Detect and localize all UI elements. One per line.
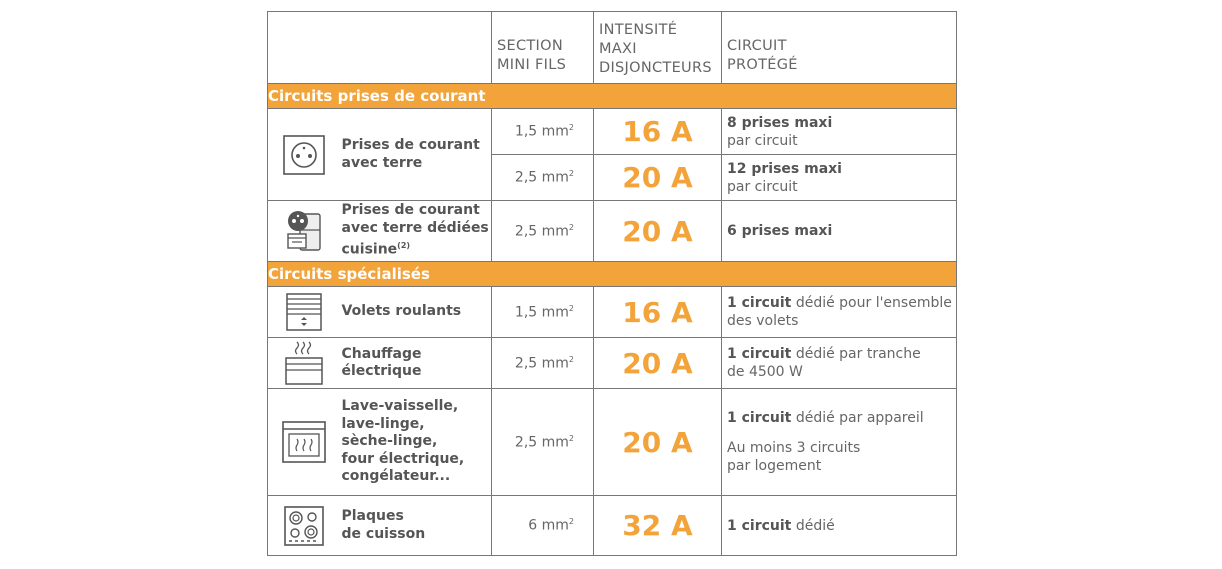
label-line: Chauffage [341,345,422,362]
header-circuit-line2: PROTÉGÉ [727,57,798,73]
header-section-line2: MINI FILS [497,57,567,73]
prot-bold: 8 prises maxi [727,114,833,131]
header-intensite-line1: INTENSITÉ [599,22,678,38]
label-line: sèche-linge, [341,433,438,450]
header-section-line1: SECTION [497,38,563,54]
prot-text: par circuit [727,178,798,195]
label-line: Volets roulants [341,303,462,320]
header-circuit [722,12,957,84]
section-cell: 2,5 $mm^2$ [492,389,594,496]
header-intensite-line2: MAXI [599,41,637,57]
label-line: électrique [341,363,422,379]
label-line: lave-linge, [341,415,425,432]
row-label [340,287,492,338]
label-line: avec terre dédiées [341,219,489,236]
shutter-icon [284,302,324,321]
label-line: cuisine [341,242,398,259]
section-cell: 6 $mm^2$ [492,496,594,556]
section-title: Circuits prises de courant [268,84,957,109]
prot-bold: 6 prises maxi [727,223,833,239]
header-section [492,12,594,84]
table-row [268,201,957,262]
prot-cell [722,389,957,496]
prot-bold: 1 circuit [727,295,792,311]
amp-value: 32 A [594,496,722,556]
table-row [268,109,957,155]
oven-icon [281,432,327,451]
section-cell: 1,5 $mm^2$ [492,287,594,338]
prot-text: par logement [727,458,822,474]
section-row-prises [268,84,957,109]
prot-bold: 1 circuit [727,346,792,362]
section-cell: 2,5 $mm^2$ [492,201,594,262]
prot-text: par circuit [727,132,798,149]
prot-cell [722,201,957,262]
label-line: avec terre [341,154,423,171]
section-cell: 1,5 $mm^2$ [492,109,594,155]
prot-bold: 1 circuit [727,410,792,426]
prot-cell [722,338,957,389]
prot-cell [722,287,957,338]
header-row [268,12,957,84]
prot-text: dédié par tranche [791,346,921,362]
prot-text: Au moins 3 circuits [727,440,861,456]
table-row [268,496,957,556]
label-line: de cuisson [341,525,426,542]
prot-text: dédié [791,517,835,534]
prot-bold: 12 prises maxi [727,160,842,177]
prot-cell [722,155,957,201]
row-label [340,201,492,262]
prot-text: dédié par appareil [791,410,924,426]
section-title: Circuits spécialisés [268,262,957,287]
header-intensite [594,12,722,84]
label-line: Prises de courant [341,137,480,153]
row-label [340,496,492,556]
label-line: Lave-vaisselle, [341,398,459,415]
header-empty-cell [268,12,492,84]
label-line: Prises de courant [341,202,480,219]
row-label [340,338,492,389]
row-label [340,389,492,496]
prot-bold: 1 circuit [727,517,792,534]
amp-value: 20 A [594,201,722,262]
section-cell: 2,5 $mm^2$ [492,338,594,389]
kitchen-appliance-icon [282,221,326,240]
cooktop-icon [283,515,325,534]
prot-text: de 4500 W [727,364,803,380]
label-line: congélateur... [341,468,451,485]
radiator-icon [283,353,325,372]
prot-text: dédié pour l'ensemble [791,295,952,311]
table-row [268,287,957,338]
amp-value: 20 A [594,155,722,201]
header-intensite-line3: DISJONCTEURS [599,60,712,76]
header-circuit-line1: CIRCUIT [727,38,787,54]
prot-text: des volets [727,313,799,329]
amp-value: 20 A [594,338,722,389]
prot-cell [722,109,957,155]
socket-icon [282,144,326,163]
section-row-specialises [268,262,957,287]
circuit-table [267,11,957,556]
footnote-ref: (2) [397,241,411,251]
label-line: four électrique, [341,450,465,467]
section-cell: 2,5 $mm^2$ [492,155,594,201]
prot-cell [722,496,957,556]
amp-value: 16 A [594,109,722,155]
row-label [340,109,492,201]
amp-value: 16 A [594,287,722,338]
table-row [268,338,957,389]
label-line: Plaques [341,508,404,524]
amp-value: 20 A [594,389,722,496]
table-row [268,389,957,496]
